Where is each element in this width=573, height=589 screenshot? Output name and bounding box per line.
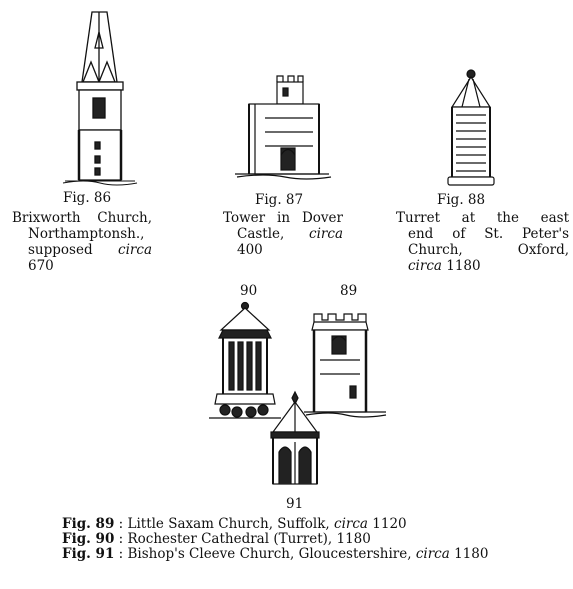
caption-fig91 (62, 547, 488, 562)
fig86-label: Fig. 86 (63, 190, 112, 206)
fig86-line-2: Northamptonsh., (28, 226, 145, 242)
fig88-year: 1180 (441, 258, 481, 274)
fig87-line-2 (223, 226, 343, 242)
fig88-label: Fig. 88 (437, 192, 486, 208)
fig88-line-3: Church, Oxford, (408, 242, 569, 258)
caption-fig91-circa: circa (415, 546, 450, 562)
caption-fig91-year: 1180 (449, 546, 489, 562)
caption-fig89-text: : Little Saxam Church, Suffolk, (118, 516, 335, 532)
fig87-castle: Castle, (237, 226, 310, 242)
fig87-line-1: Tower in Dover (223, 210, 343, 226)
fig86-line-3 (12, 242, 152, 258)
fig86-line-1: Brixworth Church, (12, 210, 152, 226)
fig88-line-1: Turret at the east (396, 210, 569, 226)
caption-fig89-circa: circa (334, 516, 368, 532)
fig91-number: 91 (286, 496, 304, 512)
fig86-tower-illustration (55, 10, 145, 185)
fig86-year: 670 (28, 258, 54, 274)
fig88-line-4 (396, 258, 569, 274)
fig89-number: 89 (340, 283, 358, 299)
caption-fig90 (62, 532, 488, 547)
caption-fig90-text: : Rochester Cathedral (Turret), 1180 (118, 531, 371, 547)
caption-fig89 (62, 517, 488, 532)
caption-fig91-label: Fig. 91 (62, 546, 115, 562)
caption-fig89-year: 1120 (367, 516, 407, 532)
fig88-description (396, 210, 569, 274)
fig88-line-2: end of St. Peter's (408, 226, 569, 242)
fig88-circa: circa (408, 258, 442, 274)
fig91-pinnacle-illustration (265, 390, 325, 490)
fig86-description (12, 210, 152, 274)
caption-fig89-label: Fig. 89 (62, 516, 115, 532)
fig87-circa: circa (309, 226, 343, 242)
fig88-turret-illustration (440, 65, 500, 190)
fig87-tower-illustration (225, 70, 335, 185)
fig86-circa: circa (118, 242, 152, 258)
bottom-captions (62, 517, 488, 562)
fig90-number: 90 (240, 283, 258, 299)
fig87-year: 400 (237, 242, 263, 258)
caption-fig91-text: : Bishop's Cleeve Church, Gloucestershire, (118, 546, 416, 562)
fig86-supposed: supposed (28, 242, 119, 258)
fig87-label: Fig. 87 (255, 192, 304, 208)
fig87-description (223, 210, 343, 258)
caption-fig90-label: Fig. 90 (62, 531, 115, 547)
